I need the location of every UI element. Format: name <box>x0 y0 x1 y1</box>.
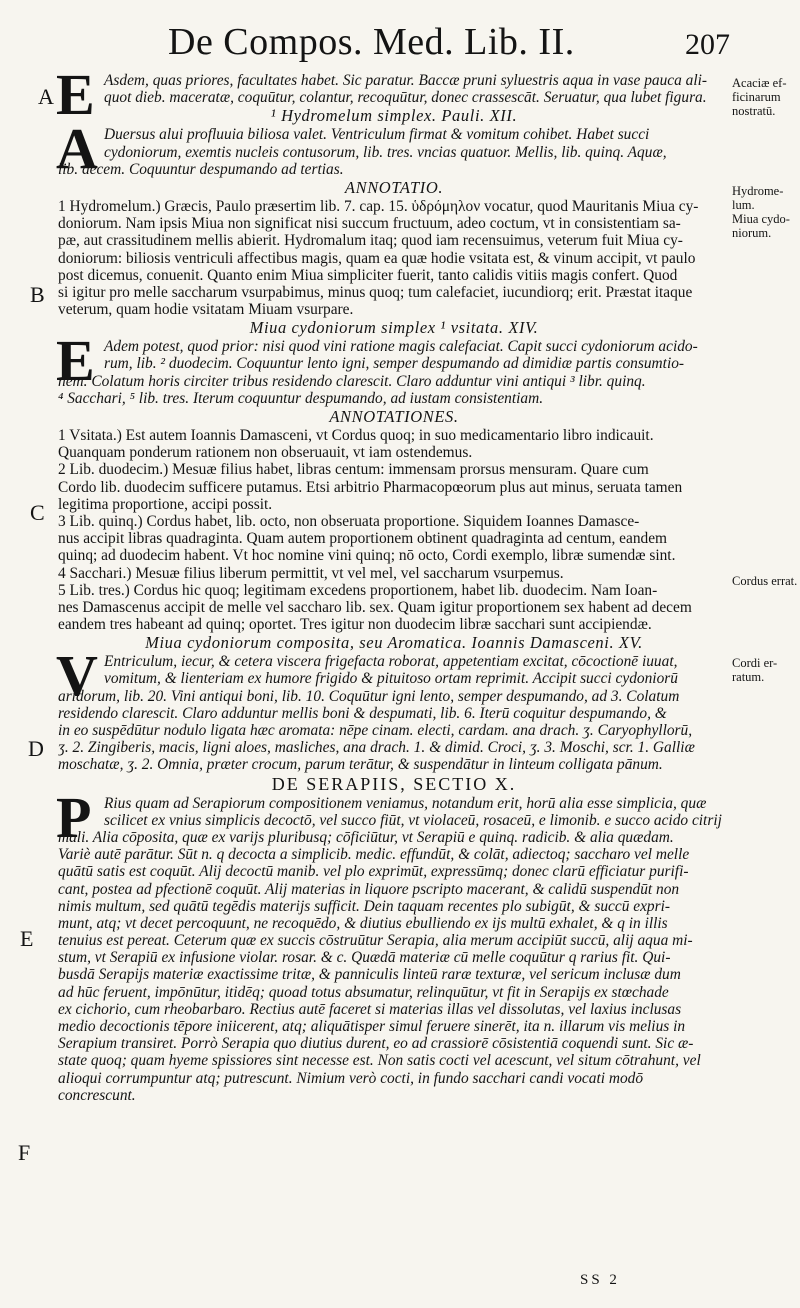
text-line: nimis multum, sed quātū tegēdis materijs sufficit. Dein taquam recentes plo subigūt, & succū expri- <box>58 897 670 915</box>
section-heading: ¹ Hydromelum simplex. Pauli. XII. <box>270 106 518 126</box>
drop-cap-initial: E <box>56 328 95 394</box>
text-line: doniorum: biliosis ventriculi affectibus magis, quam ea quæ hodie vsitata est, & vinum accipit, vt paulo <box>58 249 696 267</box>
text-line: si igitur pro melle saccharum vsurpabimus, minus quoq; tum calefaciet, iucundiorq; erit. Præstat itaque <box>58 283 693 301</box>
text-line: cydoniorum, exemtis nucleis contusorum, lib. tres. vncias quatuor. Mellis, lib. quinq. Aquæ, <box>104 143 667 161</box>
text-line: 1 Hydromelum.) Græcis, Paulo præsertim lib. 7. cap. 15. ὑδρόμηλον vocatur, quod Mauritanis Miua cy- <box>58 197 699 215</box>
text-line: nem. Colatum horis circiter tribus residendo clarescit. Claro adduntur vini antiqui ³ libr. quinq. <box>58 372 646 390</box>
text-line: nus accipit libras quadraginta. Quam autem proportionem obtinent quadraginta ad centum, eandem <box>58 530 668 548</box>
text-line: pæ, aut crassitudinem mellis abierit. Hydromalum itaq; quod iam recensuimus, veterum fuit Miua cy- <box>58 232 683 250</box>
margin-note-miua: Miua cydo-niorum. <box>732 212 790 240</box>
text-line: lib. decem. Coquuntur despumando ad tertias. <box>58 160 344 178</box>
text-line: residendo clarescit. Claro adduntur mellis boni & despumati, lib. 6. Iterū coquitur despumando, & <box>58 704 667 722</box>
text-line: stum, vt Serapiū ex infusione violar. rosar. & c. Quædā materiæ cū melle coquūtur q rarius fit. Qui- <box>58 949 671 967</box>
margin-letter-c: C <box>30 500 45 525</box>
text-line: Entriculum, iecur, & cetera viscera frigefacta roborat, appetentiam excitat, cōcoctionē iuuat, <box>104 653 678 671</box>
drop-cap-initial: E <box>56 62 95 127</box>
signature-mark: SS 2 <box>580 1272 620 1288</box>
text-line: Variè autē parātur. Sūt n. q decocta a simplicib. medic. effundūt, & colāt, adiectoq; saccharo vel melle <box>58 846 690 864</box>
text-line: Quanquam ponderum rationem non obseruauit, vt iam ostendemus. <box>58 444 473 462</box>
running-head: De Compos. Med. Lib. II. <box>168 21 575 63</box>
text-line: moschatæ, ʒ. 2. Omnia, præter crocum, parum terātur, & suspendātur in linteum colligata pānum. <box>58 756 663 774</box>
margin-note-acacia: Acaciæ ef-ficinarum nostratū. <box>732 76 787 118</box>
text-line: busdā Serapijs materiæ exactissime tritæ, & panniculis linteū raræ texturæ, vel sericum inclusæ dum <box>58 966 681 984</box>
text-line: cant, postea ad pfectionē coquūt. Alij materias in liquore pscripto macerant, & calidū suspendūt non <box>58 880 680 898</box>
text-line: 2 Lib. duodecim.) Mesuæ filius habet, libras centum: immensam prorsus mensuram. Quare cum <box>58 461 649 479</box>
text-line: legitima proportione, accipi possit. <box>58 495 273 513</box>
text-line: 4 Sacchari.) Mesuæ filius liberum permittit, vt vel mel, vel saccharum vsurpemus. <box>58 564 564 582</box>
text-line: ad hūc feruent, impōnūtur, itidēq; quoad totus absumatur, relinquūtur, vt fit in Serapijs ex stœchade <box>58 983 669 1001</box>
text-line: quot dieb. maceratæ, coquūtur, colantur, recoquūtur, donec crassescāt. Seruatur, qua lubet figura. <box>104 89 707 107</box>
text-line: concrescunt. <box>58 1086 136 1104</box>
text-line: 5 Lib. tres.) Cordus hic quoq; legitimam excedens proportionem, habet lib. duodecim. Nam Ioan- <box>58 581 658 599</box>
drop-cap-initial: P <box>56 784 92 850</box>
text-line: Serapium transiret. Porrò Serapia quo diutius durent, eo ad crassiorē cōsistentiā coquendi sunt. Sic æ- <box>58 1035 694 1053</box>
text-line: Duersus alui profluuia biliosa valet. Ventriculum firmat & vomitum cohibet. Habet succi <box>104 126 650 144</box>
paragraph-with-initial <box>56 784 730 1104</box>
text-line: quinq; ad duodecim habent. Vt hoc nomine vini quinq; nō octo, Cordi exemplo, libræ sumendæ sint. <box>58 547 676 565</box>
text-line: Adem potest, quod prior: nisi quod vini ratione magis calefaciat. Capit succi cydoniorum acido- <box>104 338 698 356</box>
text-line: Cordo lib. duodecim sufficere putamus. Etsi arbitrio Pharmacopœorum plus aut minus, seruata tamen <box>58 478 683 496</box>
margin-note-cordi-erratum: Cordi er-ratum. <box>732 656 778 684</box>
text-line: ʒ. 2. Zingiberis, macis, ligni aloes, masliches, ana drach. 1. & dimid. Croci, ʒ. 3. Moschi, scr. 1. Galliæ <box>58 739 695 757</box>
annotation-paragraph <box>58 198 730 318</box>
text-line: nes Damascenus accipit de melle vel sacchаro lib. sex. Quam igitur proportionem sex habent ad decem <box>58 598 692 616</box>
page-number: 207 <box>685 28 730 61</box>
margin-letter-a: A <box>38 84 54 109</box>
text-line: 3 Lib. quinq.) Cordus habet, lib. octo, non obseruata proportione. Siquidem Ioannes Damasce- <box>58 512 640 530</box>
text-line: veterum, quam hodie vsitatam Miuam vsurpare. <box>58 301 354 319</box>
text-line: alioqui corrumpuntur atq; putrescunt. Nimium verò cocti, in fundo sacchari candi vocati modō <box>58 1069 644 1087</box>
main-text <box>56 62 730 1104</box>
margin-note-cordus-errat: Cordus errat. <box>732 574 798 588</box>
chapter-heading: DE SERAPIIS, SECTIO X. <box>271 773 517 794</box>
text-line: Rius quam ad Serapiorum compositionem veniamus, notandum erit, horū alia esse simplicia, quæ <box>104 794 707 812</box>
text-line: vomitum, & lienteriam ex humore frigido & pituitoso ortam reprimit. Accipit succi cydoniorū <box>104 670 678 688</box>
text-line: ⁴ Sacchari, ⁵ lib. tres. Iterum coquuntur despumando, ad iustam consistentiam. <box>58 389 544 407</box>
text-line: ex cichorio, cum rheobarbaro. Rectius autē faceret si materias illas vel dissolutas, vel laxius inclusas <box>58 1000 682 1018</box>
section-heading: Miua cydoniorum composita, seu Aromatica. Ioannis Damasceni. XV. <box>145 633 643 653</box>
text-line: state quoq; quam hyeme spissiores sint necesse est. Non satis cocti vel acescunt, vel situm cōtrahunt, vel <box>58 1052 701 1070</box>
drop-cap-initial: V <box>56 643 98 709</box>
text-line: munt, atq; vt decet percoquunt, ne recoquēdo, & diutius ebulliendo ex ijs multū exhalet, & q in illis <box>58 914 668 932</box>
text-line: medio decoctionis tēpore iniicerent, atq; aliquātisper simul feruere sinerēt, ita n. illarum vis melius in <box>58 1018 686 1035</box>
text-line: in eo suspēdūtur nodulo ligata hæc aromata: nēpe cinam. electi, cardam. ana drach. ʒ. Caryophyllorū, <box>58 722 693 739</box>
text-line: Asdem, quas priores, facultates habet. Sic paratur. Baccæ pruni syluestris aqua in vase pauca ali- <box>104 72 708 89</box>
text-line: mali. Alia cōposita, quæ ex varijs pluribusq; cōficiūtur, vt Serapiū e quinq. radicib. & alia quædam. <box>58 828 674 846</box>
text-line: doniorum. Nam ipsis Miua non significat nisi succum fructuum, adeo coctum, vt in consistentiam sa- <box>58 215 681 233</box>
text-line: scilicet ex vnius simplicis decoctō, vel succo fiūt, vt violaceū, rosaceū, e limonib. e succo acido citrij <box>104 811 722 829</box>
margin-letter-b: B <box>30 282 45 307</box>
margin-letter-f: F <box>18 1140 31 1165</box>
drop-cap-initial: A <box>56 116 98 182</box>
text-line: rum, lib. ² duodecim. Coquuntur lento igni, semper despumando ad dimidiæ partis consumtio- <box>104 355 685 373</box>
text-line: eandem tres habeant ad quinq; oportet. Tres igitur non duodecim libræ sacchari sunt accipiendæ. <box>58 616 652 634</box>
margin-note-hydromelum: Hydrome-lum. <box>732 184 784 212</box>
section-heading: Miua cydoniorum simplex ¹ vsitata. XIV. <box>249 318 539 338</box>
page-header <box>150 20 750 66</box>
section-heading: ANNOTATIONES. <box>329 407 459 426</box>
text-line: aridorum, lib. 20. Vini antiqui boni, lib. 10. Coquūtur igni lento, semper despumando, ad 3. Colatum <box>58 687 680 705</box>
text-line: quātū satis est coquūt. Alij decoctū manib. vel plo exprimūt, expressūmq; donec clarū efficiatur purifi- <box>58 863 689 881</box>
margin-letter-d: D <box>28 736 44 761</box>
text-line: post dicemus, conuenit. Quanto enim Miua simpliciter fuerit, tanto calidis vitiis magis confert. Quod <box>58 266 678 284</box>
annotation-paragraph <box>58 427 730 633</box>
margin-letter-e: E <box>20 926 34 951</box>
section-heading: ANNOTATIO. <box>344 177 444 197</box>
text-line: tenuius est pereat. Ceterum quæ ex succis cōstruūtur Serapia, alia merum accipiūt succū, alij aqua mi- <box>58 932 693 950</box>
text-line: 1 Vsitata.) Est autem Ioannis Damasceni, vt Cordus quoq; in suo medicamentario libro indicauit. <box>58 427 654 444</box>
